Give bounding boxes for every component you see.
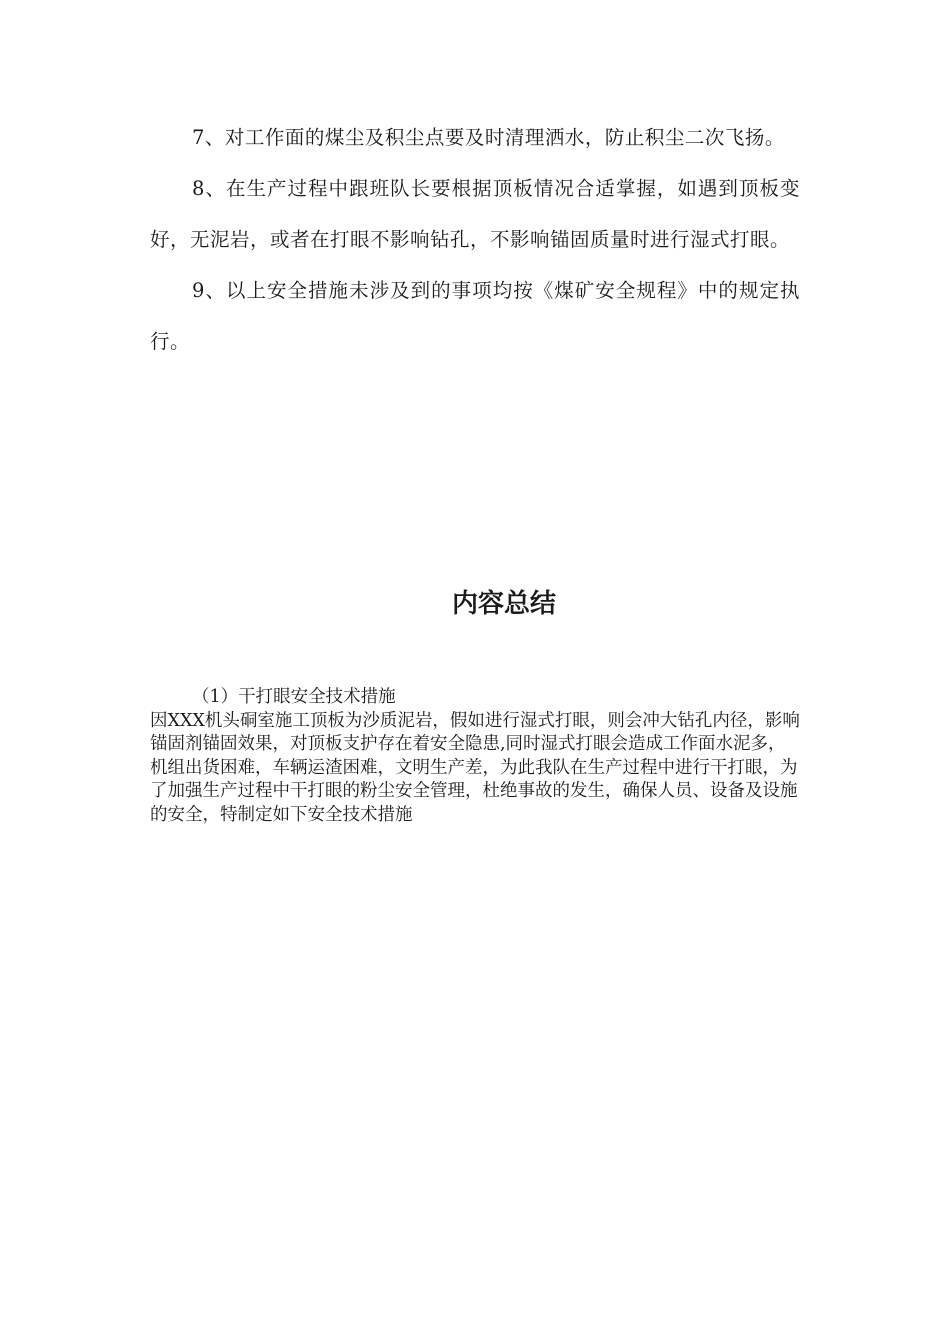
paragraph-item-7: 7、对工作面的煤尘及积尘点要及时清理洒水，防止积尘二次飞扬。 — [192, 126, 785, 149]
summary-section — [150, 686, 800, 827]
body-text — [150, 112, 800, 367]
summary-text: 因XXX机头硐室施工顶板为沙质泥岩，假如进行湿式打眼，则会冲大钻孔内径，影响锚固剂锚固效果，对顶板支护存在着安全隐患,同时湿式打眼会造成工作面水泥多，机组出货困难，车辆运渣困难，文明生产差，为此我队在生产过程中进行干打眼，为了加强生产过程中干打眼的粉尘安全管理，杜绝事故的发生，确保人员、设备及设施的安全，特制定如下安全技术措施 — [150, 710, 800, 825]
paragraph-item-9: 9、以上安全措施未涉及到的事项均按《煤矿安全规程》中的规定执行。 — [150, 279, 800, 353]
paragraph-item-8: 8、在生产过程中跟班队长要根据顶板情况合适掌握，如遇到顶板变好，无泥岩，或者在打眼不影响钻孔，不影响锚固质量时进行湿式打眼。 — [150, 177, 800, 251]
summary-subheading: （1）干打眼安全技术措施 — [192, 687, 396, 707]
summary-heading: 内容总结 — [451, 589, 556, 619]
